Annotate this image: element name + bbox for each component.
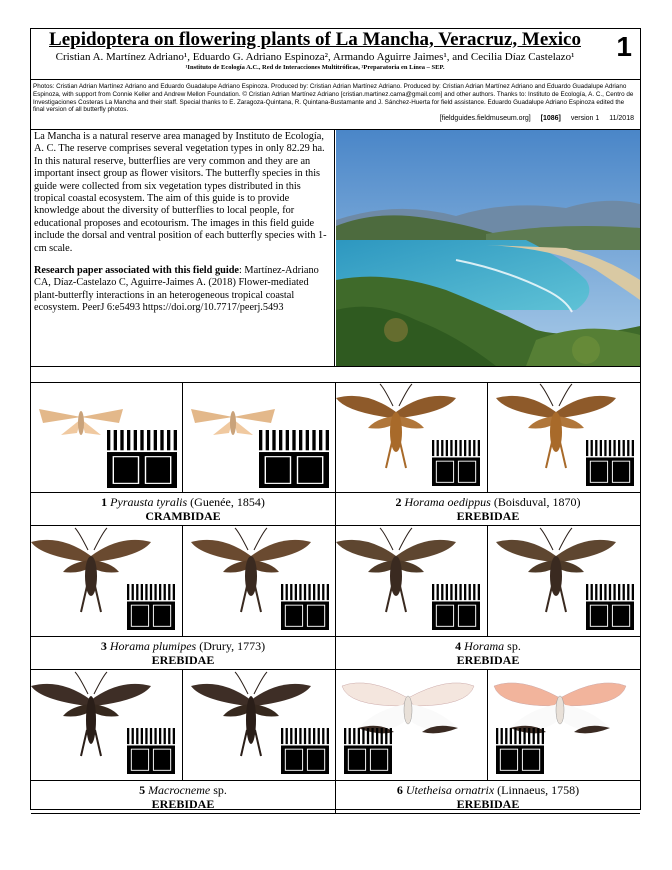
species-binomial: Horama oedippus bbox=[404, 495, 491, 509]
affiliations: ¹Instituto de Ecología A.C., Red de Interacciones Multitróficas, ²Preparatoria en Línea – SEP. bbox=[185, 64, 445, 71]
species-family: EREBIDAE bbox=[456, 509, 520, 523]
species-family: EREBIDAE bbox=[151, 653, 215, 667]
species-author: (Boisduval, 1870) bbox=[490, 495, 581, 509]
guide-meta bbox=[432, 115, 634, 122]
specimen-dorsal-image bbox=[336, 670, 488, 780]
header bbox=[31, 29, 640, 80]
species-caption bbox=[336, 636, 640, 670]
scale-bar bbox=[586, 584, 634, 630]
research-label: Research paper associated with this field guide bbox=[34, 265, 239, 277]
species-caption bbox=[336, 780, 640, 814]
specimen-dorsal-image bbox=[31, 382, 183, 492]
date: 11/2018 bbox=[609, 115, 634, 122]
intro-section bbox=[31, 129, 640, 367]
page-title: Lepidoptera on flowering plants of La Mancha, Veracruz, Mexico bbox=[49, 29, 581, 50]
species-author: (Guenée, 1854) bbox=[187, 495, 265, 509]
specimen-dorsal-image bbox=[336, 526, 488, 636]
plate-number: 1 bbox=[616, 31, 632, 62]
species-caption bbox=[31, 780, 335, 814]
species-author: (Linnaeus, 1758) bbox=[494, 783, 580, 797]
species-number: 6 bbox=[396, 783, 406, 797]
specimen-ventral-image bbox=[488, 382, 640, 492]
moth-specimen bbox=[191, 409, 275, 435]
species-binomial: Pyrausta tyralis bbox=[110, 495, 188, 509]
species-name bbox=[31, 639, 335, 653]
species-name bbox=[31, 495, 335, 509]
species-name bbox=[336, 639, 640, 653]
species-caption bbox=[31, 636, 335, 670]
species-number: 3 bbox=[100, 639, 110, 653]
scale-bar bbox=[107, 430, 177, 488]
species-block bbox=[336, 526, 640, 670]
site-link: [fieldguides.fieldmuseum.org] bbox=[439, 115, 531, 122]
scale-bar bbox=[496, 728, 544, 774]
species-binomial: Macrocneme bbox=[148, 783, 211, 797]
landscape-photo bbox=[336, 130, 640, 366]
species-name bbox=[336, 495, 640, 509]
moth-specimen bbox=[494, 683, 626, 733]
specimen-ventral-image bbox=[183, 382, 335, 492]
moth-specimen bbox=[39, 409, 123, 435]
species-number: 4 bbox=[455, 639, 465, 653]
species-author: sp. bbox=[210, 783, 227, 797]
scale-bar bbox=[281, 584, 329, 630]
specimen-ventral-image bbox=[488, 670, 640, 780]
moth-specimen bbox=[342, 683, 474, 733]
specimen-dorsal-image bbox=[336, 382, 488, 492]
spacer-row bbox=[31, 365, 640, 383]
specimen-ventral-image bbox=[488, 526, 640, 636]
species-binomial: Horama bbox=[464, 639, 505, 653]
guide-id: [1086] bbox=[540, 115, 561, 122]
species-name bbox=[336, 783, 640, 797]
species-family: EREBIDAE bbox=[456, 653, 520, 667]
species-block bbox=[31, 526, 336, 670]
moth-specimen bbox=[496, 528, 616, 612]
species-number: 2 bbox=[395, 495, 405, 509]
species-author: sp. bbox=[504, 639, 521, 653]
species-number: 5 bbox=[139, 783, 149, 797]
species-name bbox=[31, 783, 335, 797]
scale-bar bbox=[432, 584, 480, 630]
specimen-dorsal-image bbox=[31, 670, 183, 780]
scale-bar bbox=[432, 440, 480, 486]
species-family: EREBIDAE bbox=[151, 797, 215, 811]
version: version 1 bbox=[570, 115, 600, 122]
species-family: CRAMBIDAE bbox=[145, 509, 221, 523]
species-family: EREBIDAE bbox=[456, 797, 520, 811]
species-number: 1 bbox=[101, 495, 111, 509]
species-caption bbox=[336, 492, 640, 526]
species-block bbox=[31, 382, 336, 526]
plate-frame bbox=[30, 28, 641, 810]
species-block bbox=[31, 670, 336, 814]
scale-bar bbox=[344, 728, 392, 774]
scale-bar bbox=[259, 430, 329, 488]
species-binomial: Utetheisa ornatrix bbox=[405, 783, 495, 797]
species-block bbox=[336, 670, 640, 814]
scale-bar bbox=[281, 728, 329, 774]
specimen-dorsal-image bbox=[31, 526, 183, 636]
intro-paragraph: La Mancha is a natural reserve area managed by Instituto de Ecología, A. C. The reserve comprises several vegetation types in only 82.29 ha. In this natural reserve, butterflies are very common and they are an important insect group as flower visitors. The butterfly species in this guide were collected from six vegetation types distributed in this tropical coastal ecosystem. The aim of this guide is to provide knowledge about the diversity of butterflies to local people, for educational proposes and ecotourism. The images in this field guide include the dorsal and ventral position of each butterfly species with 1-cm scale. bbox=[34, 131, 327, 254]
species-block bbox=[336, 382, 640, 526]
authors: Cristian A. Martínez Adriano¹, Eduardo G. Adriano Espinoza², Armando Aguirre Jaimes¹, and Cecilia Díaz Castelazo¹ bbox=[55, 51, 575, 63]
coastal-landscape-image bbox=[336, 130, 640, 366]
scale-bar bbox=[127, 728, 175, 774]
scale-bar bbox=[586, 440, 634, 486]
specimen-ventral-image bbox=[183, 526, 335, 636]
species-binomial: Horama plumipes bbox=[109, 639, 197, 653]
research-citation: : Martínez-Adriano CA, Díaz-Castelazo C, Aguirre-Jaimes A. (2018) Flower-mediated plant-butterfly interactions in an heterogeneous tropical coastal ecosystem. PeerJ 6:e5493 https://doi.org/10.7717/peerj.5493 bbox=[34, 265, 319, 314]
intro-text bbox=[31, 130, 335, 366]
research-paper bbox=[34, 265, 331, 315]
moth-specimen bbox=[496, 384, 616, 468]
credits-text: Photos: Cristian Adrian Martínez Adriano and Eduardo Guadalupe Adriano Espinoza. Produced by: Cristian Adrian Martínez Adriano. Produced by: Cristian Adrian Martínez Adriano and Eduardo Guadalupe Adriano Espinoza, with support from Connie Keller and Andrew Mellon Foundation. © Cristian Adrian Martínez Adriano [cristian.martinez.cama@gmail.com] and other authors. Thanks to: Instituto de Ecología, A. C., Centro de Investigaciones Costeras La Mancha and their staff. Special thanks to E. Zaragoza-Quintana, R. Quintana-Bustamante and J. Sánchez-Huerta for field assistance. Eduardo Guadalupe Adriano Espinoza edited the final version of all butterfly photos. bbox=[33, 83, 634, 114]
scale-bar bbox=[127, 584, 175, 630]
species-caption bbox=[31, 492, 335, 526]
specimen-ventral-image bbox=[183, 670, 335, 780]
species-author: (Drury, 1773) bbox=[196, 639, 266, 653]
moth-specimen bbox=[191, 528, 311, 612]
moth-specimen bbox=[191, 672, 311, 756]
